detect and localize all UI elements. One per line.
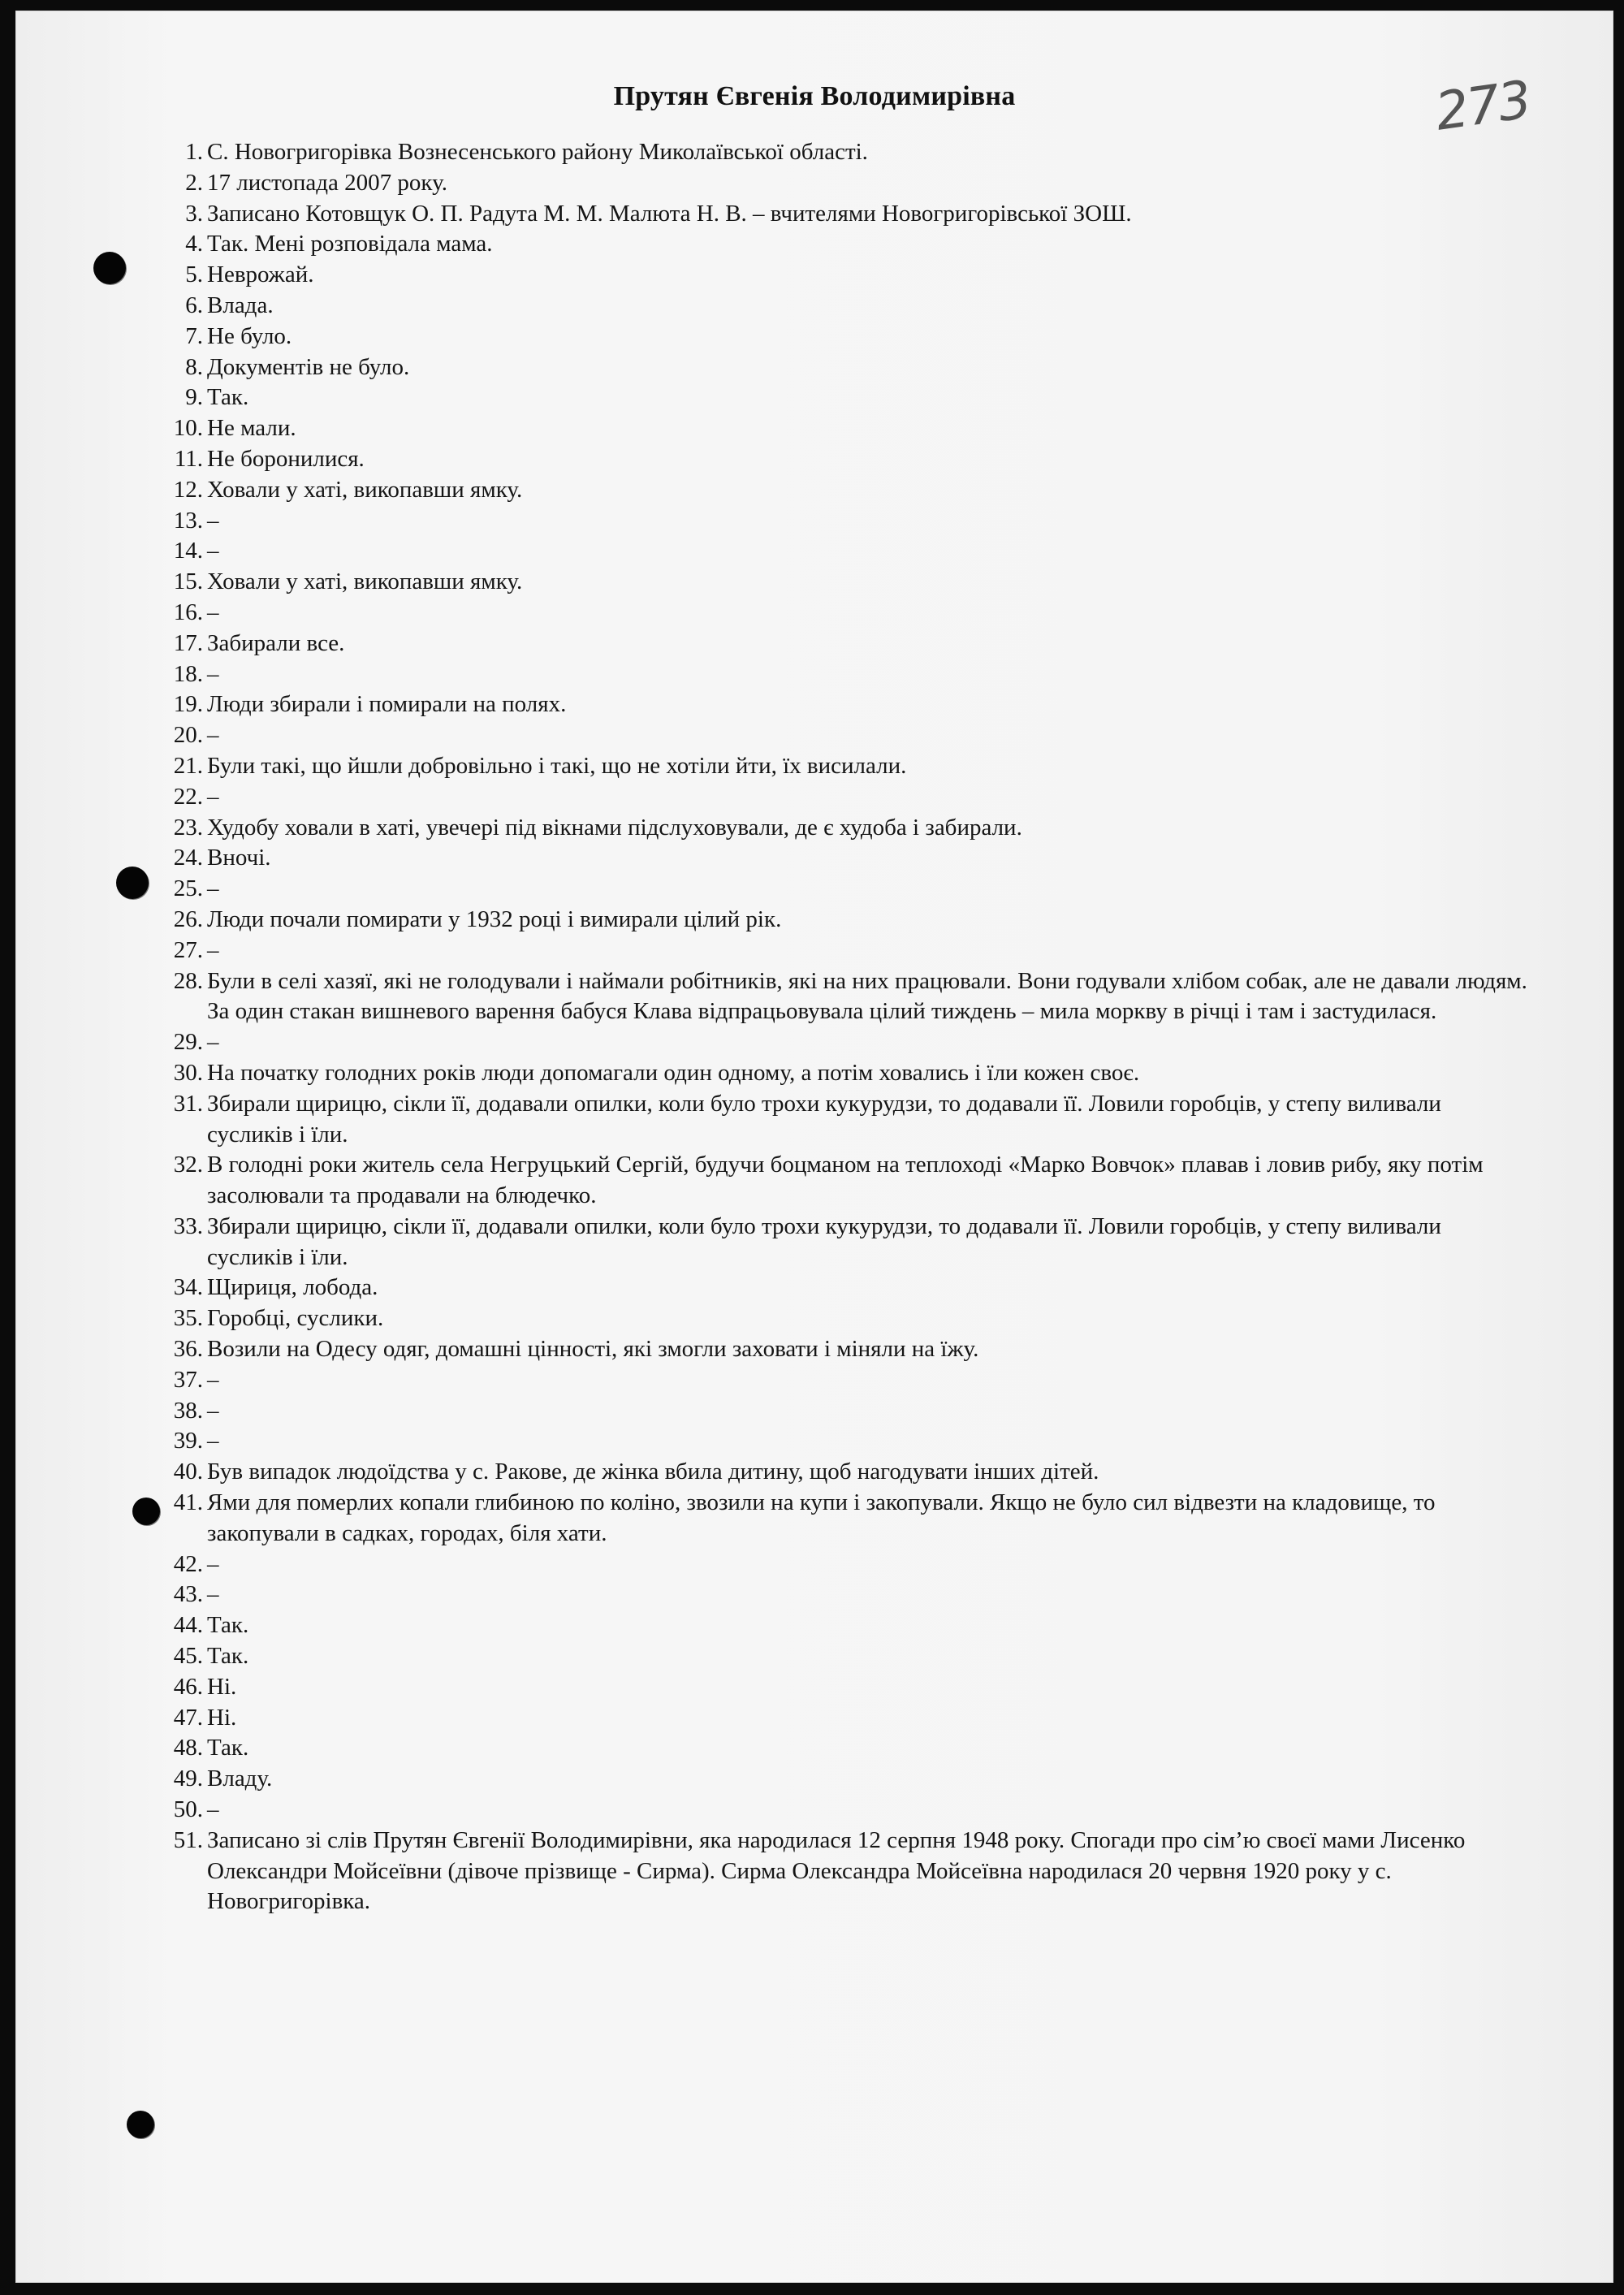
answer-item <box>16 598 1531 629</box>
answer-item <box>16 1764 1531 1795</box>
answer-item <box>16 1826 1531 1917</box>
answer-text: Записано зі слів Прутян Євгенії Володимирівни, яка народилася 12 серпня 1948 року. Спогади про сім’ю своєї мами Лисенко Олександри Мойсеївни (дівоче прізвище - Сирма). Сирма Олександра Мойсеївна народилася 20 червня 1920 року у с. Новогригорівка. <box>207 1826 1466 1915</box>
answer-item <box>16 1058 1531 1089</box>
answer-number: 25. <box>173 875 203 902</box>
answer-number: 37. <box>173 1366 203 1393</box>
answer-number: 44. <box>173 1612 203 1639</box>
answer-number: 19. <box>173 691 203 718</box>
answer-number: 35. <box>173 1305 203 1332</box>
answer-item <box>16 199 1531 230</box>
answer-item <box>16 168 1531 199</box>
answer-text: Так. <box>207 1735 249 1761</box>
answer-text: С. Новогригорівка Вознесенського району Миколаївської області. <box>207 139 868 165</box>
answer-number: 6. <box>185 292 203 318</box>
answer-item <box>16 629 1531 659</box>
answer-number: 22. <box>173 783 203 810</box>
answer-item <box>16 1703 1531 1734</box>
answer-text: – <box>207 722 219 749</box>
answer-number: 33. <box>173 1212 203 1239</box>
answer-item <box>16 1733 1531 1764</box>
document-title: Прутян Євгенія Володимирівна <box>613 81 1016 111</box>
answer-text: – <box>207 1029 219 1056</box>
answer-text: Люди збирали і помирали на полях. <box>207 691 567 718</box>
answer-item <box>16 506 1531 537</box>
answer-text: – <box>207 783 219 810</box>
answer-text: – <box>207 538 219 564</box>
answer-text: Збирали щирицю, сікли її, додавали опилки, коли було трохи кукурудзи, то додавали її. Ловили горобців, у степу виливали сусликів і їли. <box>207 1090 1441 1148</box>
answer-text: – <box>207 599 219 625</box>
answer-text: Збирали щирицю, сікли її, додавали опилки, коли було трохи кукурудзи, то додавали її. Ловили горобців, у степу виливали сусликів і їли. <box>207 1212 1441 1270</box>
answer-item <box>16 536 1531 567</box>
answer-text: Не було. <box>207 322 292 349</box>
answer-number: 20. <box>173 722 203 749</box>
answer-text: – <box>207 1366 219 1393</box>
answer-item <box>16 905 1531 936</box>
answer-number: 29. <box>173 1029 203 1056</box>
answer-item <box>16 813 1531 844</box>
answer-text: На початку голодних років люди допомагали один одному, а потім ховались і їли кожен своє. <box>207 1059 1140 1086</box>
answer-number: 8. <box>185 353 203 380</box>
answer-text: Вночі. <box>207 845 271 871</box>
answer-item <box>16 1672 1531 1703</box>
answer-item <box>16 936 1531 966</box>
answer-text: Так. <box>207 1643 249 1670</box>
answer-item <box>16 1273 1531 1303</box>
answer-item <box>16 444 1531 475</box>
answer-list <box>16 137 1531 1917</box>
answer-number: 31. <box>173 1090 203 1117</box>
punch-hole <box>116 867 149 899</box>
punch-hole <box>132 1498 160 1525</box>
handwritten-page-number: 273 <box>1432 70 1534 143</box>
answer-item <box>16 1795 1531 1826</box>
answer-item <box>16 1457 1531 1488</box>
answer-text: – <box>207 1796 219 1823</box>
answer-item <box>16 291 1531 322</box>
answer-item <box>16 782 1531 813</box>
answer-item <box>16 1027 1531 1058</box>
answer-text: Влада. <box>207 292 274 318</box>
answer-number: 9. <box>185 384 203 411</box>
answer-item <box>16 1334 1531 1365</box>
answer-number: 42. <box>173 1550 203 1577</box>
answer-number: 49. <box>173 1766 203 1792</box>
answer-text: Не мали. <box>207 415 296 442</box>
answer-number: 1. <box>185 139 203 165</box>
answer-number: 46. <box>173 1673 203 1700</box>
answer-text: Люди почали помирати у 1932 році і вимирали цілий рік. <box>207 905 782 932</box>
answer-text: Худобу ховали в хаті, увечері під вікнами підслуховували, де є худоба і забирали. <box>207 814 1022 841</box>
answer-number: 23. <box>173 814 203 841</box>
punch-hole <box>127 2111 154 2138</box>
answer-text: Забирали все. <box>207 629 345 656</box>
answer-number: 39. <box>173 1428 203 1454</box>
answer-number: 16. <box>173 599 203 625</box>
answer-item <box>16 966 1531 1028</box>
answer-number: 38. <box>173 1397 203 1424</box>
answer-number: 17. <box>173 629 203 656</box>
answer-text: – <box>207 660 219 687</box>
answer-item <box>16 1488 1531 1549</box>
answer-number: 14. <box>173 538 203 564</box>
answer-item <box>16 1549 1531 1580</box>
answer-item <box>16 352 1531 383</box>
answer-item <box>16 137 1531 168</box>
answer-item <box>16 1580 1531 1610</box>
document-page <box>16 11 1613 2282</box>
answer-number: 50. <box>173 1796 203 1823</box>
answer-item <box>16 1610 1531 1641</box>
answer-item <box>16 1303 1531 1334</box>
answer-text: В голодні роки житель села Негруцький Сергій, будучи боцманом на теплоході «Марко Вовчок» плавав і ловив рибу, яку потім засолювали та продавали на блюдечко. <box>207 1152 1484 1209</box>
answer-text: – <box>207 1428 219 1454</box>
answer-text: Так. <box>207 384 249 411</box>
answer-number: 28. <box>173 967 203 994</box>
answer-number: 45. <box>173 1643 203 1670</box>
answer-number: 34. <box>173 1274 203 1301</box>
punch-hole <box>93 252 126 284</box>
answer-number: 43. <box>173 1581 203 1608</box>
answer-text: – <box>207 875 219 902</box>
answer-item <box>16 1396 1531 1427</box>
answer-text: – <box>207 1550 219 1577</box>
answer-number: 4. <box>185 231 203 257</box>
answer-text: Неврожай. <box>207 261 314 288</box>
answer-text: Ні. <box>207 1673 237 1700</box>
answer-number: 26. <box>173 905 203 932</box>
answer-item <box>16 659 1531 690</box>
answer-number: 7. <box>185 322 203 349</box>
answer-item <box>16 1150 1531 1212</box>
answer-number: 24. <box>173 845 203 871</box>
answer-item <box>16 1212 1531 1273</box>
answer-number: 18. <box>173 660 203 687</box>
answer-number: 47. <box>173 1704 203 1731</box>
answer-text: Ями для померлих копали глибиною по коліно, звозили на купи і закопували. Якщо не було сил відвезти на кладовище, то закопували в садках, городах, біля хати. <box>207 1489 1436 1546</box>
answer-text: Документів не було. <box>207 353 410 380</box>
answer-number: 12. <box>173 476 203 503</box>
answer-number: 11. <box>174 445 203 472</box>
answer-number: 36. <box>173 1336 203 1363</box>
answer-text: – <box>207 1397 219 1424</box>
answer-item <box>16 260 1531 291</box>
answer-text: Були такі, що йшли добровільно і такі, що не хотіли йти, їх висилали. <box>207 752 907 779</box>
answer-number: 2. <box>185 169 203 196</box>
answer-item <box>16 843 1531 874</box>
answer-number: 51. <box>173 1826 203 1853</box>
answer-item <box>16 1365 1531 1396</box>
answer-number: 41. <box>173 1489 203 1516</box>
answer-number: 30. <box>173 1059 203 1086</box>
answer-item <box>16 1426 1531 1457</box>
answer-text: Був випадок людоїдства у с. Ракове, де жінка вбила дитину, щоб нагодувати інших дітей. <box>207 1459 1099 1485</box>
answer-number: 32. <box>173 1152 203 1178</box>
answer-text: Записано Котовщук О. П. Радута М. М. Малюта Н. В. – вчителями Новогригорівської ЗОШ. <box>207 200 1132 227</box>
answer-text: Так. Мені розповідала мама. <box>207 231 493 257</box>
answer-number: 15. <box>173 568 203 595</box>
answer-text: – <box>207 1581 219 1608</box>
answer-text: 17 листопада 2007 року. <box>207 169 447 196</box>
answer-number: 21. <box>173 752 203 779</box>
answer-item <box>16 229 1531 260</box>
answer-number: 40. <box>173 1459 203 1485</box>
answer-text: Ні. <box>207 1704 237 1731</box>
answer-text: Владу. <box>207 1766 273 1792</box>
answer-item <box>16 720 1531 751</box>
answer-text: Щириця, лобода. <box>207 1274 378 1301</box>
answer-item <box>16 689 1531 720</box>
answer-number: 48. <box>173 1735 203 1761</box>
answer-number: 27. <box>173 936 203 963</box>
answer-number: 10. <box>173 415 203 442</box>
answer-text: Горобці, суслики. <box>207 1305 384 1332</box>
answer-text: Так. <box>207 1612 249 1639</box>
answer-item <box>16 382 1531 413</box>
answer-text: Не боронилися. <box>207 445 365 472</box>
answer-number: 5. <box>185 261 203 288</box>
answer-item <box>16 1089 1531 1151</box>
answer-item <box>16 874 1531 905</box>
answer-item <box>16 567 1531 598</box>
answer-item <box>16 1641 1531 1672</box>
answer-text: Возили на Одесу одяг, домашні цінності, які змогли заховати і міняли на їжу. <box>207 1336 979 1363</box>
answer-item <box>16 475 1531 506</box>
answer-text: Ховали у хаті, викопавши ямку. <box>207 568 523 595</box>
answer-text: – <box>207 507 219 534</box>
answer-item <box>16 751 1531 782</box>
answer-item <box>16 322 1531 352</box>
answer-text: – <box>207 936 219 963</box>
answer-text: Були в селі хазяї, які не голодували і наймали робітників, які на них працювали. Вони годували хлібом собак, але не давали людям. За один стакан вишневого варення бабуся Клава відпрацьовувала цілий тиждень – мила моркву в річці і там і застудилася. <box>207 967 1527 1025</box>
answer-text: Ховали у хаті, викопавши ямку. <box>207 476 523 503</box>
answer-number: 13. <box>173 507 203 534</box>
answer-number: 3. <box>185 200 203 227</box>
answer-item <box>16 413 1531 444</box>
